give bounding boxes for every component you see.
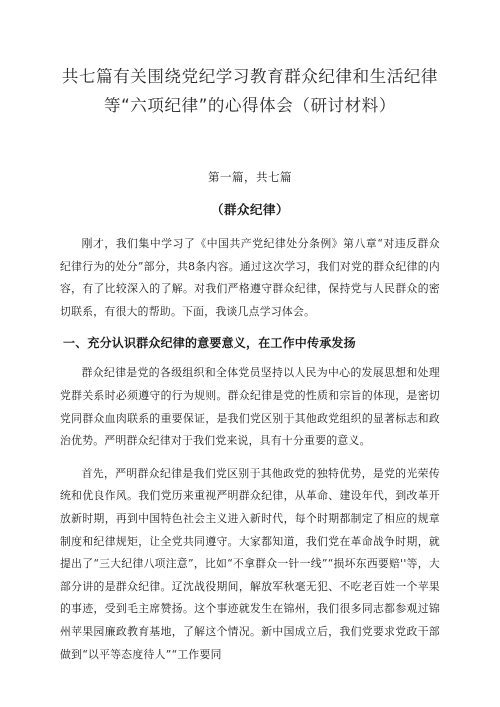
section-tag: （群众纪律） [210, 202, 289, 217]
intro-paragraph: 刚才，我们集中学习了《中国共产党纪律处分条例》第八章“对违反群众纪律行为的处分”部分，共8条内容。通过这次学习，我们对党的群众纪律的内容，有了比较深入的了解。对我们严格遵守群众纪律，保持党与人民群众的密切联系，有很大的帮助。下面，我谈几点学习体会。 [60, 237, 440, 318]
body-paragraph-2: 首先，严明群众纪律是我们党区别于其他政党的独特优势，是党的光荣传统和优良作风。我们党历来重视严明群众纪律，从革命、建设年代，到改革开放新时期，再到中国特色社会主义进入新时代，每个时期都制定了相应的规章制度和纪律规矩，让全党共同遵守。大家都知道，我们党在革命战争时期，就提出了“三大纪律八项注意”，比如“不拿群众一针一线”“损坏东西要赔''等，大部分讲的是群众纪律。辽沈战役期间，解放军秋毫无犯、不吃老百姓一个苹果的事迹，受到毛主席赞扬。这个事迹就发生在锦州，我们很多同志都参观过锦州苹果园廉政教育基地，了解这个情况。新中国成立后，我们党要求党政干部做到“以平等态度待人”“工作要同 [60, 466, 440, 661]
title-line-1: 共七篇有关围绕党纪学习教育群众纪律和生活纪律 [61, 67, 439, 86]
part-heading: 第一篇，共七篇 [208, 170, 292, 184]
body-paragraph-1: 群众纪律是党的各级组织和全体党员坚持以人民为中心的发展思想和处理党群关系时必须遵守的行为规则。群众纪律是党的性质和宗旨的体现，是密切党同群众血肉联系的重要保证，是我们党区别于其他政党组织的显著标志和政治优势。严明群众纪律对于我们党来说，具有十分重要的意义。 [60, 366, 440, 448]
title-line-2: 等“六项纪律”的心得体会（研讨材料） [104, 96, 396, 115]
section-heading-1: 一、充分认识群众纪律的意要意义，在工作中传承发扬 [63, 336, 356, 351]
document-title [60, 62, 440, 120]
